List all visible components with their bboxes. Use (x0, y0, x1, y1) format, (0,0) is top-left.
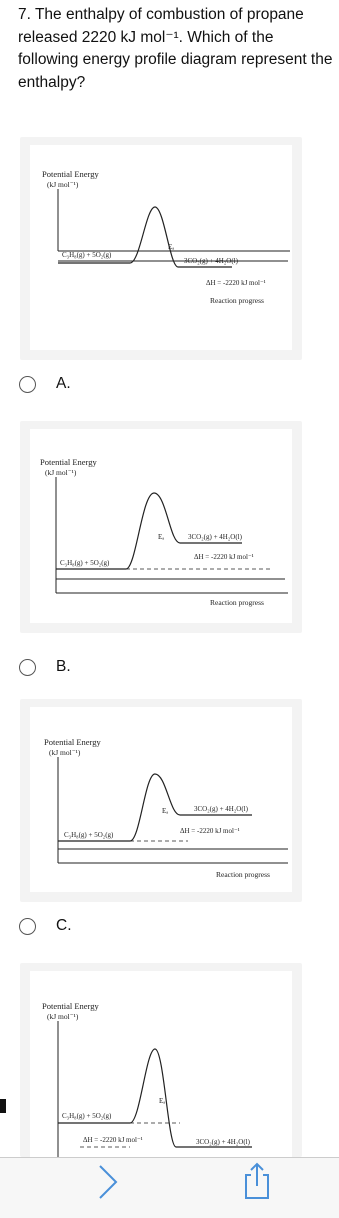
diagram-card-a (20, 137, 302, 360)
option-c-label: C. (56, 917, 72, 934)
enthalpy-label: ΔH = -2220 kJ mol⁻¹ (206, 279, 266, 287)
reactants-label: C₃H₈(g) + 5O₂(g) (64, 831, 114, 839)
option-b[interactable] (19, 656, 71, 678)
diagram-card-c (20, 699, 302, 902)
x-axis-title: Reaction progress (216, 870, 270, 879)
option-b-label: B. (56, 658, 71, 675)
radio-c[interactable] (19, 918, 36, 935)
share-icon[interactable] (242, 1160, 272, 1200)
y-axis-title: Potential Energy (40, 457, 97, 467)
products-label: 3CO₂(g) + 4H₂O(l) (188, 533, 242, 541)
products-label: 3CO₂(g) + 4H₂O(l) (194, 805, 248, 813)
y-axis-unit: (kJ mol⁻¹) (47, 1012, 79, 1021)
enthalpy-label: ΔH = -2220 kJ mol⁻¹ (180, 827, 240, 835)
x-axis-title: Reaction progress (210, 296, 264, 305)
chevron-right-icon[interactable] (94, 1162, 122, 1202)
option-a-label: A. (56, 375, 71, 392)
y-axis-title: Potential Energy (42, 1001, 99, 1011)
energy-profile-diagram-c (20, 699, 302, 902)
activation-label: Eₐ (159, 1097, 166, 1105)
enthalpy-label: ΔH = -2220 kJ mol⁻¹ (83, 1136, 143, 1144)
radio-a[interactable] (19, 376, 36, 393)
products-label: 3CO₂(g) + 4H₂O(l) (196, 1138, 250, 1146)
reactants-label: C₃H₈(g) + 5O₂(g) (62, 251, 112, 259)
activation-label: Eₐ (158, 533, 165, 541)
left-edge-marker (0, 1099, 6, 1113)
y-axis-unit: (kJ mol⁻¹) (47, 180, 79, 189)
energy-profile-diagram-a (20, 137, 302, 360)
y-axis-unit: (kJ mol⁻¹) (49, 748, 81, 757)
diagram-card-d (20, 963, 302, 1157)
activation-label: Eₐ (162, 807, 169, 815)
reactants-label: C₃H₈(g) + 5O₂(g) (62, 1112, 112, 1120)
radio-b[interactable] (19, 659, 36, 676)
diagram-card-b (20, 421, 302, 633)
y-axis-unit: (kJ mol⁻¹) (45, 468, 77, 477)
enthalpy-label: ΔH = -2220 kJ mol⁻¹ (194, 553, 254, 561)
reactants-label: C₃H₈(g) + 5O₂(g) (60, 559, 110, 567)
energy-profile-diagram-d (20, 963, 302, 1157)
option-c[interactable] (19, 915, 72, 937)
bottom-toolbar (0, 1157, 339, 1218)
y-axis-title: Potential Energy (42, 169, 99, 179)
energy-profile-diagram-b (20, 421, 302, 633)
y-axis-title: Potential Energy (44, 737, 101, 747)
products-label: 3CO₂(g) + 4H₂O(l) (184, 257, 238, 265)
x-axis-title: Reaction progress (210, 598, 264, 607)
option-a[interactable] (19, 373, 71, 395)
question-text: 7. The enthalpy of combustion of propane released 2220 kJ mol⁻¹. Which of the following energy profile diagram represent the enthalpy? (18, 6, 333, 91)
activation-label: Eₐ (168, 243, 175, 251)
